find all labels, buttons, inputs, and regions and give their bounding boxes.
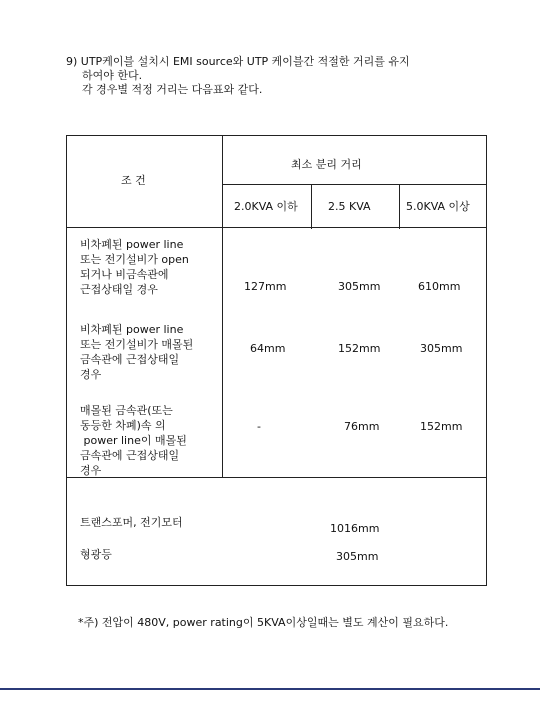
row-3-value-2kva: - — [257, 420, 261, 433]
condition-text-row-1: 비차폐된 power line 또는 전기설비가 open 되거나 비금속관에 근접상태일 경우 — [80, 238, 189, 296]
separation-distance-table — [66, 135, 486, 585]
header-group-divider — [222, 184, 486, 185]
condition-text-row-2: 비차폐된 power line 또는 전기설비가 매몰된 금속관에 근접상태일 경우 — [80, 323, 194, 381]
header-min-distance: 최소 분리 거리 — [291, 158, 362, 171]
special-label-transformer: 트랜스포머, 전기모터 — [80, 516, 183, 529]
row-2-value-2kva: 64mm — [250, 342, 286, 355]
row-3-value-2-5kva: 76mm — [344, 420, 380, 433]
row-2-value-2-5kva: 152mm — [338, 342, 381, 355]
row-3-value-5kva: 152mm — [420, 420, 463, 433]
table-border-bottom — [66, 585, 487, 586]
row-2-value-5kva: 305mm — [420, 342, 463, 355]
header-col-2-5kva: 2.5 KVA — [328, 200, 371, 213]
intro-line-1: 9) UTP케이블 설치시 EMI source와 UTP 케이블간 적절한 거리를 유지 — [66, 55, 410, 68]
column-divider-2 — [399, 184, 400, 229]
row-1-value-5kva: 610mm — [418, 280, 461, 293]
table-border-top — [66, 135, 486, 136]
row-1-value-2-5kva: 305mm — [338, 280, 381, 293]
special-label-fluorescent: 형광등 — [80, 548, 112, 561]
page-bottom-rule — [0, 688, 540, 690]
column-divider-1 — [311, 184, 312, 229]
intro-line-2: 하여야 한다. — [82, 69, 143, 82]
special-value-fluorescent: 305mm — [336, 550, 379, 563]
table-border-right — [486, 135, 487, 585]
intro-line-3: 각 경우별 적정 거리는 다음표와 같다. — [82, 83, 263, 96]
special-value-transformer: 1016mm — [330, 522, 380, 535]
header-col-5kva: 5.0KVA 이상 — [406, 200, 470, 213]
header-condition: 조 건 — [121, 174, 146, 187]
footnote: *주) 전압이 480V, power rating이 5KVA이상일때는 별도 계산이 필요하다. — [78, 616, 449, 629]
header-col-2kva: 2.0KVA 이하 — [234, 200, 298, 213]
intro-paragraph — [66, 55, 410, 97]
row-1-value-2kva: 127mm — [244, 280, 287, 293]
header-bottom-rule — [66, 227, 486, 228]
condition-text-row-3: 매몰된 금속관(또는 동등한 차폐)속 의 power line이 매몰된 금속관에 근접상태일 경우 — [80, 404, 187, 477]
table-border-left — [66, 135, 67, 585]
condition-column-divider — [222, 135, 223, 478]
